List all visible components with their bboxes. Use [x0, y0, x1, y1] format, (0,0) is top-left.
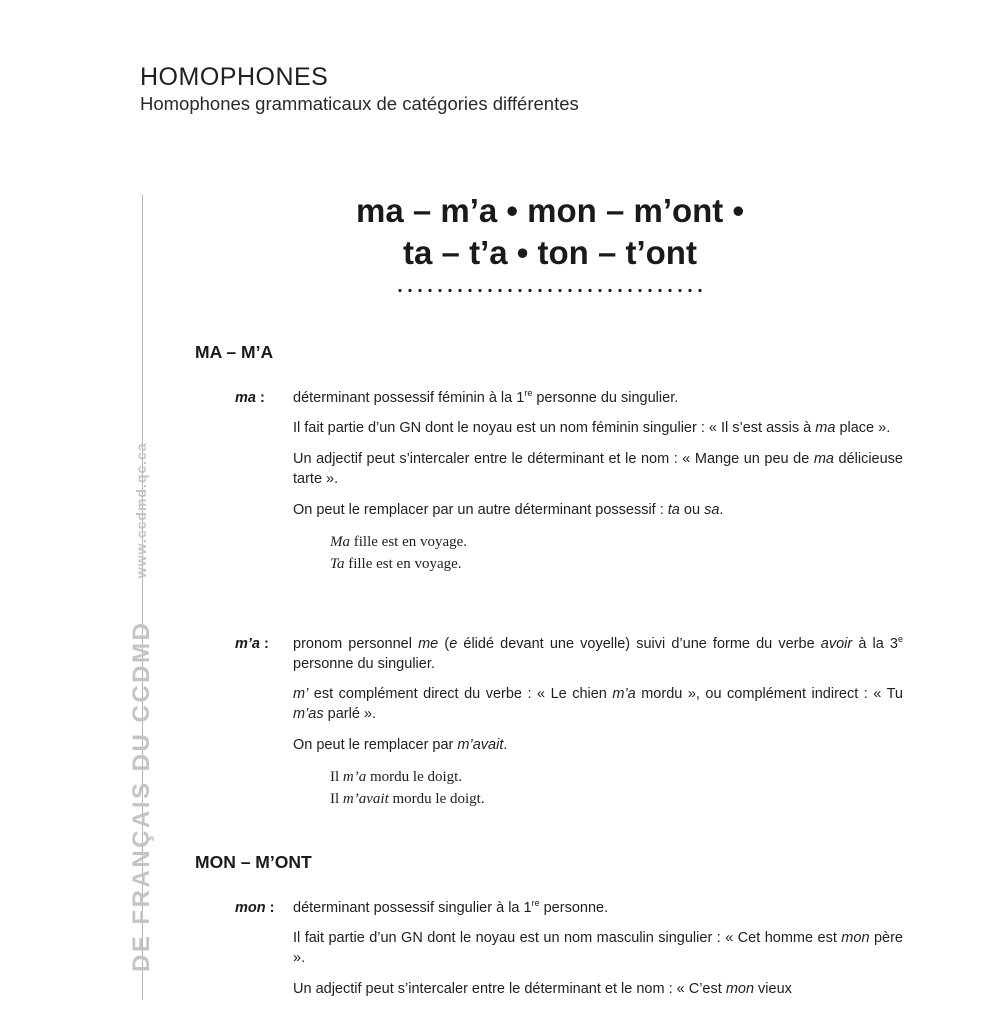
main-title-line-2: ta – t’a • ton – t’ont — [403, 234, 697, 271]
explanation-mon-2: Un adjectif peut s’intercaler entre le déterminant et le nom : « C’est mon vieux — [293, 981, 792, 997]
main-title-line-1: ma – m’a • mon – m’ont • — [355, 192, 745, 229]
explanation-m-a-2: On peut le remplacer par m’avait. — [293, 737, 508, 753]
main-title — [300, 190, 800, 274]
explanation-ma-2: Un adjectif peut s’intercaler entre le déterminant et le nom : « Mange un peu de ma délicieuse tarte ». — [293, 451, 903, 487]
vertical-branding-text: DE FRANÇAIS DU CCDMD — [128, 620, 155, 972]
term-mon-label: mon — [235, 900, 266, 916]
explanation-mon-1: Il fait partie d’un GN dont le noyau est un nom masculin singulier : « Cet homme est mon père ». — [293, 930, 903, 966]
term-m-a-label: m’a — [235, 636, 260, 652]
definition-m-a: pronom personnel me (e élidé devant une voyelle) suivi d’une forme du verbe avoir à la 3e personne du singulier. — [293, 634, 903, 672]
header-title: HOMOPHONES — [140, 63, 329, 91]
entry-m-a — [293, 634, 903, 810]
example-line: Ma fille est en voyage. — [330, 534, 468, 550]
term-ma: ma : — [235, 390, 265, 406]
example-m-a — [330, 766, 903, 810]
entry-mon — [293, 898, 903, 1010]
vertical-branding — [128, 442, 156, 972]
page-header — [140, 62, 579, 116]
section-title-ma-ma: MA – M’A — [195, 342, 274, 362]
explanation-m-a-1: m’ est complément direct du verbe : « Le chien m’a mordu », ou complément indirect : « Tu m’as parlé ». — [293, 686, 903, 722]
entry-ma — [293, 388, 903, 575]
term-m-a: m’a : — [235, 636, 269, 652]
example-line: Il m’avait mordu le doigt. — [330, 791, 485, 807]
example-line: Il m’a mordu le doigt. — [330, 769, 463, 785]
explanation-ma-1: Il fait partie d’un GN dont le noyau est un nom féminin singulier : « Il s’est assis à ma place ». — [293, 420, 891, 436]
term-ma-label: ma — [235, 390, 256, 406]
term-mon: mon : — [235, 900, 275, 916]
vertical-branding-url: www.ccdmd.qc.ca — [133, 442, 149, 579]
definition-ma: déterminant possessif féminin à la 1re personne du singulier. — [293, 388, 679, 406]
explanation-ma-3: On peut le remplacer par un autre déterminant possessif : ta ou sa. — [293, 502, 724, 518]
section-title-mon-mont: MON – M’ONT — [195, 852, 312, 872]
example-ma — [330, 531, 903, 575]
dotted-divider — [395, 288, 705, 293]
example-line: Ta fille est en voyage. — [330, 556, 462, 572]
header-subtitle: Homophones grammaticaux de catégories différentes — [140, 93, 579, 114]
definition-mon: déterminant possessif singulier à la 1re personne. — [293, 898, 609, 916]
